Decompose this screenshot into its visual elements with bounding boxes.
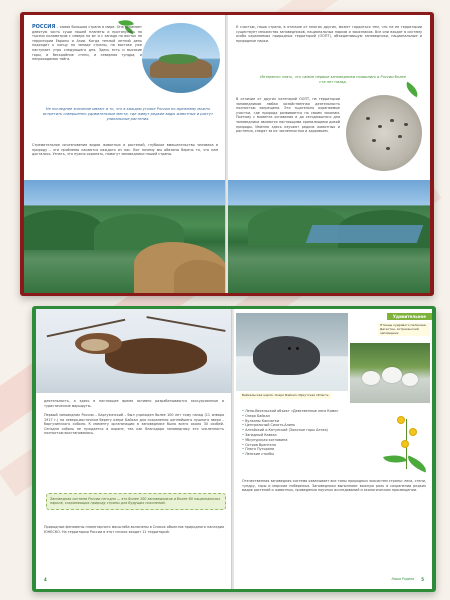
yellow-flower-icon: [402, 441, 408, 447]
caption-seal-text: Байкальская нерпа. Озеро Байкал, Иркутская область: [242, 393, 329, 397]
yellow-flower-icon: [410, 429, 416, 435]
right-page: [228, 15, 430, 293]
list-item: • Лена-Весельский объект «Девственные леса Коми»: [242, 409, 362, 414]
list-item: • Озеро Байкал: [242, 414, 362, 419]
left-page: [24, 15, 226, 293]
page-number-right: 5: [421, 577, 424, 582]
intro-paragraph: [32, 25, 142, 62]
headword-russia: РОССИЯ: [32, 24, 56, 30]
right-body-text: Отечественная заповедная система охватывает все типы природных экосистем страны: леса, степи, тундру, горы и морские побережья. Заповедники выполняют важную роль в сохранении редких видов растений и животных, проведении научных исследований и экологическом просвещении.: [242, 479, 426, 493]
left-text-2: Первый заповедник России – Баргузинский – был учрежден более 100 лет тому назад (11 января 1917 г.) на северо-восточном берегу озера Байкал для сохранения ценнейшего пушного зверя – баргузинского соболя. К моменту организации в заповеднике было всего около 30 особей. Сегодня соболь не нуждается в охране, так как благодаря заповеднику его численность полностью восстановилась.: [44, 413, 224, 436]
page-number-left: 4: [44, 577, 47, 582]
left-text-3: Природные феномены планетарного масштаба включены в Список объектов природного наследия ЮНЕСКО. На территории России в этот список входят 11 территорий.: [44, 525, 224, 534]
left-page: [36, 309, 232, 589]
leaf-decoration: [383, 451, 407, 466]
book-spread-bottom: [32, 306, 436, 592]
left-text-1: деятельность, а здесь в настоящее время активно разрабатываются экскурсионные и туристические маршруты.: [44, 399, 224, 408]
caption-pups: [378, 323, 430, 336]
baikal-seal-photo: [236, 313, 348, 391]
list-item: • Убсунурская котловина: [242, 438, 362, 443]
info-note-box: Заповедная система России сегодня — это более 100 заповедников и более 60 национальных парков, сохраняющих природу страны для будущих поколений.: [46, 493, 226, 510]
right-text-2: В отличие от других категорий ООПТ, на территории заповедников любая хозяйственная деятельность полностью запрещена. Это тщательно охраняемые участки, где природа развивается по своим законам. Поэтому с момента основания и до сегодняшнего дня заповедники являются настоящими хранилищами дикой природы. Именно здесь изучают редких животных и растения, следят за их численностью и здоровьем.: [236, 97, 340, 134]
baikal-landscape-photo-left: [24, 180, 226, 293]
intro-text: – самая большая страна в мире. Она занимает девятую часть суши нашей планеты и протянулась на тысячи километров с севера на юг и с запада на восток на территории Европы и Азии. Когда теплый летний день подходит к концу на западе страны, на востоке уже наступает утро следующего дня. Здесь есть и высокие горы, и бескрайние степи, и северная тундра, и непроходимая тайга.: [32, 25, 143, 62]
list-item: • Вулканы Камчатки: [242, 419, 362, 424]
list-item: • Алтайский и Катунский (Золотые горы Алтая): [242, 428, 362, 433]
lake-island-photo: [142, 23, 220, 93]
right-text-1: К счастью, наша страна, в отличие от многих других, может гордиться тем, что на ее территории существует множество заповедников, национальных парков и заказников. Все они входят в систему особо охраняемых природных территорий (ООПТ), объединяющую заповедники, национальные и природные парки.: [236, 25, 422, 43]
list-item: • Плато Путорана: [242, 447, 362, 452]
running-title: Наша Родина: [391, 577, 414, 581]
list-item: • Остров Врангеля: [242, 443, 362, 448]
quote-block: Не последнее значение имеют и то, что в каждом уголке России по-прежнему можно встретить совершенно удивительные места, где живут редкие виды животных и растут уникальные растения.: [42, 107, 214, 121]
list-item: • Ленские столбы: [242, 452, 362, 457]
list-item: • Центральный Сихотэ-Алинь: [242, 423, 362, 428]
book-spread-top: [20, 12, 434, 296]
caption-seal: [240, 393, 340, 399]
yellow-flower-icon: [398, 417, 404, 423]
snow-leopard-photo: [346, 95, 422, 171]
body-paragraph: Стремительное исчезновение видов животных и растений, глубокое вмешательство человека в природу – эти проблемы касаются каждого из нас. Вот почему мы обязаны беречь то, что нам досталось. Узнать, что нужно охранять, помогут заповедники нашей страны.: [32, 143, 218, 157]
sable-photo: [36, 309, 232, 393]
baikal-landscape-photo-right: [228, 180, 430, 293]
caption-pups-text: Птенцы кудрявого пеликана. Дагестан, Астраханский заповедник: [378, 323, 430, 336]
pelican-chicks-photo: [350, 343, 430, 403]
quote-block-right: Интересно знать, что самые первые заповедники появились в России более ста лет назад.: [260, 75, 406, 84]
leaf-decoration: [405, 456, 429, 473]
section-tag: Удивительное: [387, 313, 432, 320]
right-page: [234, 309, 432, 589]
leaf-decoration: [403, 82, 421, 98]
world-heritage-list: [242, 409, 362, 457]
list-item: • Западный Кавказ: [242, 433, 362, 438]
